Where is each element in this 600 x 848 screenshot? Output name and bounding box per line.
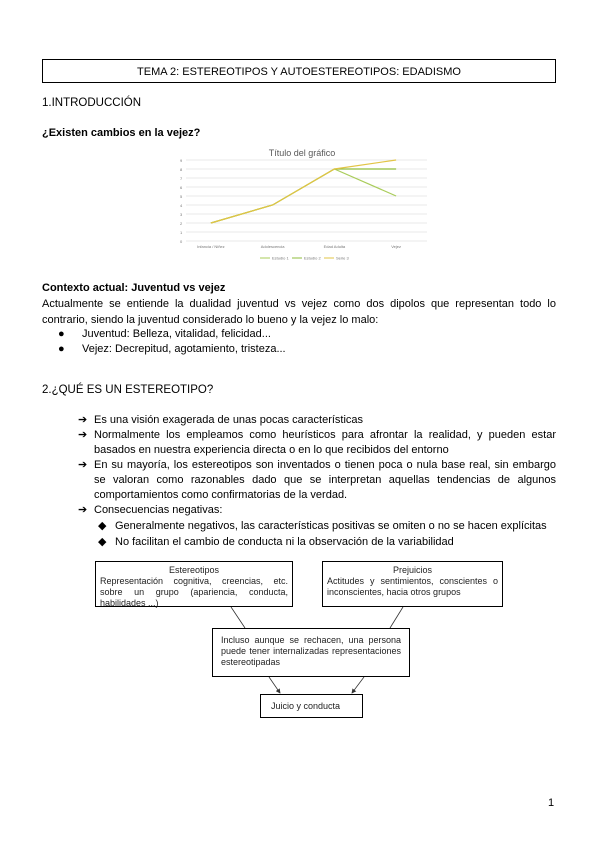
box-text: Actitudes y sentimientos, conscientes o inconscientes, hacia otros grupos <box>327 576 498 597</box>
diagram-box-stereotypes <box>95 561 293 607</box>
x-tick-label: Vejez <box>391 244 402 249</box>
list-item: ● Juventud: Belleza, vitalidad, felicidad... <box>58 328 271 340</box>
arrow-icon: ➔ <box>78 504 88 516</box>
y-tick-label: 0 <box>180 239 183 244</box>
y-tick-label: 9 <box>180 158 183 163</box>
context-paragraph: Actualmente se entiende la dualidad juventud vs vejez como dos dipolos que representan todo lo contrario, siendo la juventud considerado lo bueno y la vejez lo malo: <box>42 298 556 326</box>
list-item-text: No facilitan el cambio de conducta ni la observación de la variabilidad <box>115 536 454 548</box>
page-number: 1 <box>548 797 555 809</box>
diamond-icon: ◆ <box>98 536 107 548</box>
diagram-box-internalized: Incluso aunque se rechacen, una persona puede tener internalizadas representaciones estereotipadas <box>212 628 410 677</box>
list-item: ● Vejez: Decrepitud, agotamiento, tristeza... <box>58 343 286 355</box>
diagram-box-judgement: Juicio y conducta <box>260 694 363 718</box>
list-item-text: Consecuencias negativas: <box>94 504 223 516</box>
x-tick-label: Infancia / Niñez <box>197 244 225 249</box>
list-item-text: Juventud: Belleza, vitalidad, felicidad... <box>82 328 271 340</box>
legend-label: Estudio 1 <box>272 255 289 261</box>
box-title: Estereotipos <box>168 565 220 575</box>
legend-label: Estudio 2 <box>304 255 321 261</box>
list-item-text: En su mayoría, los estereotipos son inventados o tienen poca o nula base real, sin embargo se valoran como razonables dado que se interpretan aquellas tendencias de algunos comportamientos como confirmatorias de la verdad. <box>94 459 556 501</box>
list-item-text: Es una visión exagerada de unas pocas características <box>94 414 364 426</box>
list-item-text: Normalmente los empleamos como heurísticos para afrontar la realidad, y pueden estar basados en nuestra experiencia directa o en lo que recibidos del entorno <box>94 429 556 456</box>
document-title: TEMA 2: ESTEREOTIPOS Y AUTOESTEREOTIPOS: EDADISMO <box>42 59 556 83</box>
list-item-text: Generalmente negativos, las características positivas se omiten o no se hacen explícitas <box>115 520 547 532</box>
x-tick-label: Edad Adulta <box>323 244 346 249</box>
arrow-icon: ➔ <box>78 429 88 441</box>
y-tick-label: 1 <box>180 230 183 235</box>
y-tick-label: 3 <box>180 212 183 217</box>
legend-label: Serie 3 <box>336 255 349 261</box>
box-title: Prejuicios <box>392 565 432 575</box>
arrow-icon: ➔ <box>78 459 88 471</box>
connector-line <box>390 607 403 628</box>
y-tick-label: 4 <box>180 203 183 208</box>
section-heading-intro: 1.INTRODUCCIÓN <box>42 97 142 109</box>
context-heading: Contexto actual: Juventud vs vejez <box>42 282 226 294</box>
question-heading: ¿Existen cambios en la vejez? <box>42 127 201 139</box>
x-tick-label: Adolescencia <box>260 244 285 249</box>
box-text: Representación cognitiva, creencias, etc. sobre un grupo (apariencia, conducta, habilidades ...) <box>100 576 288 608</box>
y-tick-label: 6 <box>180 185 183 190</box>
arrow-line <box>352 677 364 693</box>
arrow-icon: ➔ <box>78 414 88 426</box>
y-tick-label: 8 <box>180 167 183 172</box>
section-heading-stereotype: 2.¿QUÉ ES UN ESTEREOTIPO? <box>42 384 214 396</box>
arrow-line <box>269 677 280 693</box>
y-tick-label: 7 <box>180 176 183 181</box>
connector-line <box>231 607 245 628</box>
diagram-box-prejudices <box>322 561 503 607</box>
y-tick-label: 2 <box>180 221 183 226</box>
list-item-text: Vejez: Decrepitud, agotamiento, tristeza... <box>82 343 286 355</box>
diamond-icon: ◆ <box>98 520 107 532</box>
chart-title: Título del gráfico <box>268 148 336 158</box>
y-tick-label: 5 <box>180 194 183 199</box>
